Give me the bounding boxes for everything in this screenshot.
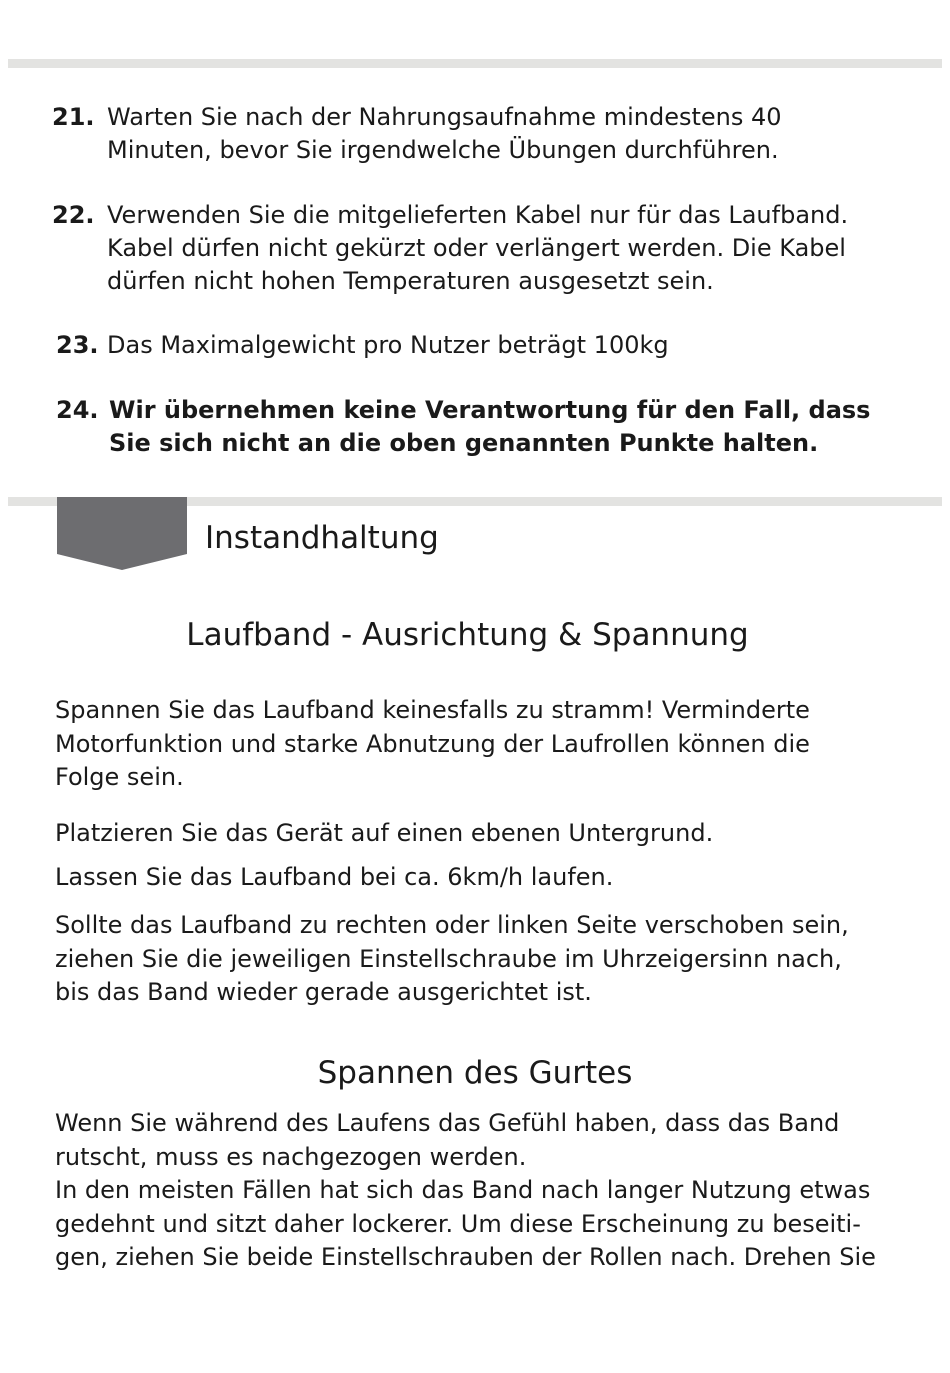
list-item-text: Das Maximalgewicht pro Nutzer beträgt 100kg [107,331,669,359]
paragraph: Wenn Sie während des Laufens das Gefühl haben, dass das Band rutscht, muss es nachgezogen werden. In den meisten Fällen hat sich das Band nach langer Nutzung etwas gedehnt und sitzt daher lockerer. Um diese Erscheinung zu beseiti- gen, ziehen Sie beide Einstellschrauben der Rollen nach. Drehen Sie [55,1109,876,1271]
list-item-number: 21. [52,103,95,131]
paragraph: Spannen Sie das Laufband keinesfalls zu stramm! Verminderte Motorfunktion und starke Abnutzung der Laufrollen können die Folge sein. [55,696,810,791]
top-divider [8,59,942,68]
paragraph: Lassen Sie das Laufband bei ca. 6km/h laufen. [55,863,614,891]
paragraph: Platzieren Sie das Gerät auf einen ebenen Untergrund. [55,819,714,847]
subsection-heading-belt-tension: Spannen des Gurtes [317,1055,633,1091]
list-item-text: Verwenden Sie die mitgelieferten Kabel nur für das Laufband. Kabel dürfen nicht gekürzt oder verlängert werden. Die Kabel dürfen nicht hohen Temperaturen ausgesetzt sein. [107,201,849,295]
list-item-text-bold: Wir übernehmen keine Verantwortung für den Fall, dass Sie sich nicht an die oben genannten Punkte halten. [109,396,871,457]
section-marker-shape [57,497,187,570]
list-item-number: 24. [56,396,99,424]
list-item-21 [52,101,912,167]
list-item-text: Warten Sie nach der Nahrungsaufnahme mindestens 40 Minuten, bevor Sie irgendwelche Übungen durchführen. [107,103,782,164]
subsection-heading-alignment: Laufband - Ausrichtung & Spannung [186,617,749,653]
list-item-number: 23. [56,331,99,359]
section-marker-icon [57,497,187,570]
section-title: Instandhaltung [205,520,439,556]
paragraph: Sollte das Laufband zu rechten oder linken Seite verschoben sein, ziehen Sie die jeweiligen Einstellschraube im Uhrzeigersinn nach, bis das Band wieder gerade ausgerichtet ist. [55,911,849,1006]
list-item-24 [56,394,916,460]
list-item-23 [56,329,916,362]
list-item-22 [52,199,912,298]
list-item-number: 22. [52,201,95,229]
